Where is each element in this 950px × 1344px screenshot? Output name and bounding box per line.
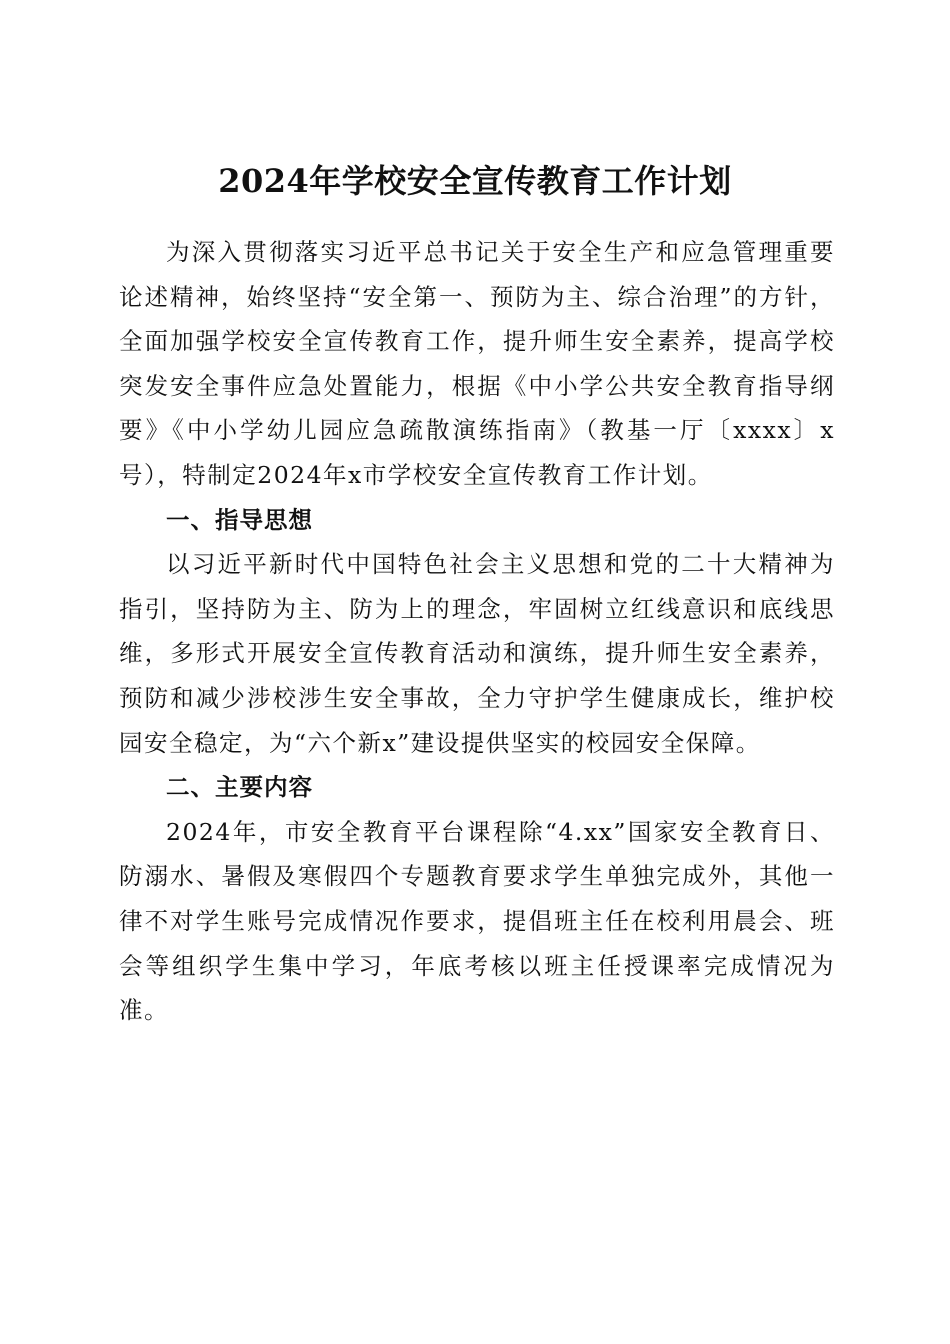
intro-paragraph: 为深入贯彻落实习近平总书记关于安全生产和应急管理重要论述精神，始终坚持“安全第一、预防为主、综合治理”的方针，全面加强学校安全宣传教育工作，提升师生安全素养，提高学校突发安全事件应急处置能力，根据《中小学公共安全教育指导纲要》《中小学幼儿园应急疏散演练指南》（教基一厅〔xxxx〕x号），特制定2024年x市学校安全宣传教育工作计划。 xyxy=(119,238,835,489)
section-heading-guiding-ideology: 一、指导思想 xyxy=(166,505,313,534)
section-paragraph-main-content: 2024年，市安全教育平台课程除“4.xx”国家安全教育日、防溺水、暑假及寒假四个专题教育要求学生单独完成外，其他一律不对学生账号完成情况作要求，提倡班主任在校利用晨会、班会等组织学生集中学习，年底考核以班主任授课率完成情况为准。 xyxy=(119,817,835,1025)
document-body xyxy=(119,230,835,1033)
section-heading-main-content: 二、主要内容 xyxy=(166,773,313,802)
section-paragraph-guiding-ideology: 以习近平新时代中国特色社会主义思想和党的二十大精神为指引，坚持防为主、防为上的理念，牢固树立红线意识和底线思维，多形式开展安全宣传教育活动和演练，提升师生安全素养，预防和减少涉校涉生安全事故，全力守护学生健康成长，维护校园安全稳定，为“六个新x”建设提供坚实的校园安全保障。 xyxy=(119,550,835,757)
document-title: 2024年学校安全宣传教育工作计划 xyxy=(218,162,732,201)
